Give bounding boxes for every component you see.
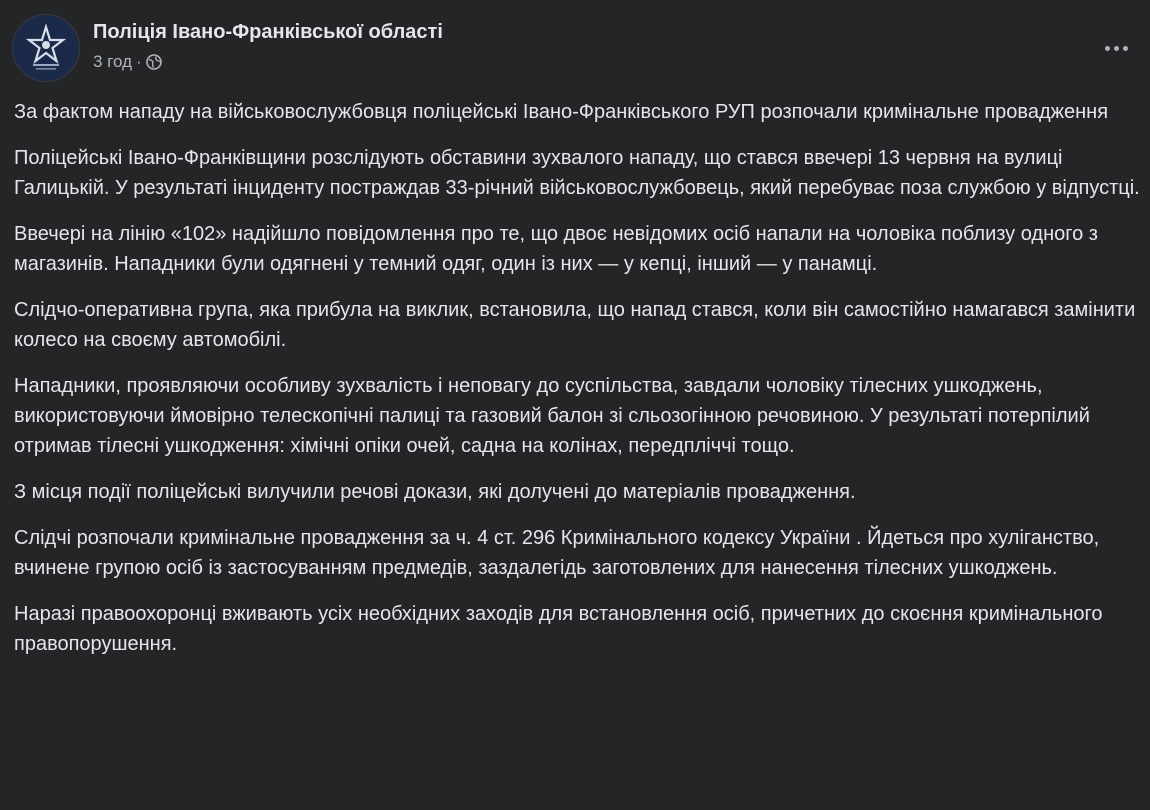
post-paragraph: Нападники, проявляючи особливу зухвалість і неповагу до суспільства, завдали чоловіку тілесних ушкоджень, використовуючи ймовірно телескопічні палиці та газовий балон зі сльозогінною речовиною. У результаті потерпілий отримав тілесні ушкодження: хімічні опіки очей, садна на колінах, передпліччі тощо. bbox=[14, 375, 1090, 457]
more-options-button[interactable] bbox=[1096, 28, 1136, 68]
post-paragraph: За фактом нападу на військовослужбовця поліцейські Івано-Франківського РУП розпочали кримінальне провадження bbox=[14, 101, 1109, 123]
post-paragraph: Слідчі розпочали кримінальне провадження за ч. 4 ст. 296 Кримінального кодексу України . Йдеться про хуліганство, вчинене групою осіб із застосуванням предмедів, заздалегідь заготовлених для нанесення тілесних ушкоджень. bbox=[14, 527, 1100, 579]
post-header bbox=[12, 14, 1138, 84]
police-star-badge-icon bbox=[13, 15, 79, 81]
post-paragraph: З місця події поліцейські вилучили речові докази, які долучені до матеріалів провадження. bbox=[14, 481, 856, 503]
page-name-link[interactable]: Поліція Івано-Франківської області bbox=[93, 21, 443, 43]
post-text bbox=[14, 97, 1140, 675]
post-paragraph: Поліцейські Івано-Франківщини розслідують обставини зухвалого нападу, що стався ввечері 13 червня на вулиці Галицькій. У результаті інциденту постраждав 33-річний військовослужбовець, який перебуває поза службою у відпустці. bbox=[14, 147, 1140, 199]
page-avatar[interactable] bbox=[12, 14, 80, 82]
globe-icon[interactable] bbox=[146, 54, 162, 70]
meta-separator: · bbox=[136, 52, 142, 71]
post-paragraph: Ввечері на лінію «102» надійшло повідомлення про те, що двоє невідомих осіб напали на чоловіка поблизу одного з магазинів. Нападники були одягнені у темний одяг, один із них — у кепці, інший — у панамці. bbox=[14, 223, 1098, 275]
more-horizontal-icon bbox=[1105, 46, 1110, 51]
post-paragraph: Слідчо-оперативна група, яка прибула на виклик, встановила, що напад стався, коли він самостійно намагався замінити колесо на своєму автомобілі. bbox=[14, 299, 1136, 351]
post-paragraph: Наразі правоохоронці вживають усіх необхідних заходів для встановлення осіб, причетних до скоєння кримінального правопорушення. bbox=[14, 603, 1103, 655]
post-timestamp[interactable]: 3 год bbox=[93, 52, 133, 71]
post-meta bbox=[93, 52, 162, 72]
